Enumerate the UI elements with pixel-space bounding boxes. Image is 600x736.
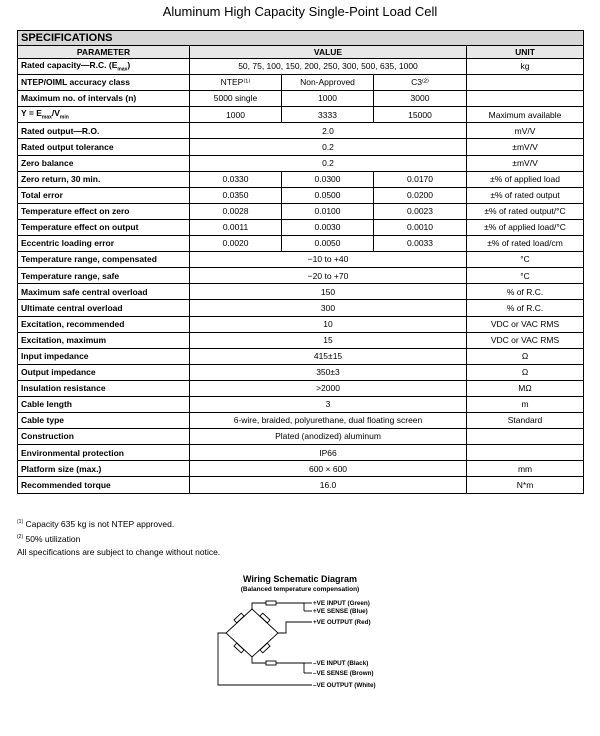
wire-label-negative-sense: –VE SENSE (Brown) [313, 670, 374, 677]
table-row [18, 107, 584, 123]
value-cell: 10 [190, 316, 467, 332]
table-row [18, 396, 584, 412]
footnote-text: Capacity 635 kg is not NTEP approved. [25, 518, 175, 529]
value-cell: 0.0028 [190, 203, 282, 219]
table-row [18, 203, 584, 219]
parameter-cell: Temperature range, compensated [18, 252, 190, 268]
unit-cell: ±mV/V [467, 155, 584, 171]
unit-cell: % of R.C. [467, 300, 584, 316]
unit-cell: m [467, 396, 584, 412]
table-row [18, 252, 584, 268]
unit-cell: % of R.C. [467, 284, 584, 300]
table-row [18, 123, 584, 139]
footnote-2 [17, 531, 220, 546]
parameter-cell: Environmental protection [18, 445, 190, 461]
value-cell: 0.0500 [282, 187, 374, 203]
footnote-text: 50% utilization [25, 533, 81, 544]
resistor-icon [266, 661, 276, 665]
parameter-cell: Insulation resistance [18, 380, 190, 396]
parameter-cell: Temperature effect on zero [18, 203, 190, 219]
unit-cell: Ω [467, 364, 584, 380]
unit-cell: ±% of rated output/°C [467, 203, 584, 219]
value-cell: 0.0030 [282, 219, 374, 235]
value-cell: 5000 single [190, 91, 282, 107]
table-row [18, 187, 584, 203]
wire-label-negative-output: –VE OUTPUT (White) [313, 682, 376, 689]
section-title: SPECIFICATIONS [18, 31, 584, 46]
wiring-schematic-diagram [214, 573, 414, 703]
unit-cell: ±% of rated load/cm [467, 236, 584, 252]
parameter-cell: Rated output—R.O. [18, 123, 190, 139]
value-cell: 0.0350 [190, 187, 282, 203]
parameter-cell: Rated capacity—R.C. $(E_{max})$ [18, 59, 190, 75]
table-row [18, 91, 584, 107]
table-row [18, 461, 584, 477]
value-cell: 415±15 [190, 348, 467, 364]
value-cell: 0.0330 [190, 171, 282, 187]
parameter-cell: Rated output tolerance [18, 139, 190, 155]
value-cell: Plated (anodized) aluminum [190, 429, 467, 445]
value-cell: −20 to +70 [190, 268, 467, 284]
value-cell: 0.0300 [282, 171, 374, 187]
value-cell: 3 [190, 396, 467, 412]
value-cell: 150 [190, 284, 467, 300]
unit-cell: VDC or VAC RMS [467, 316, 584, 332]
value-cell: −10 to +40 [190, 252, 467, 268]
parameter-cell: Cable length [18, 396, 190, 412]
value-cell: 2.0 [190, 123, 467, 139]
unit-cell: °C [467, 252, 584, 268]
parameter-cell: Excitation, maximum [18, 332, 190, 348]
table-row [18, 477, 584, 493]
table-row [18, 332, 584, 348]
unit-cell [467, 429, 584, 445]
table-row [18, 59, 584, 75]
value-cell: 0.0023 [374, 203, 467, 219]
unit-cell: MΩ [467, 380, 584, 396]
value-cell: 0.2 [190, 139, 467, 155]
bridge-circuit [218, 601, 312, 685]
value-cell: 16.0 [190, 477, 467, 493]
parameter-cell: Maximum safe central overload [18, 284, 190, 300]
table-row [18, 380, 584, 396]
value-cell: 0.0200 [374, 187, 467, 203]
schematic-subtitle: (Balanced temperature compensation) [240, 586, 360, 593]
table-row [18, 139, 584, 155]
page-title: Aluminum High Capacity Single-Point Load Cell [162, 4, 438, 19]
parameter-cell: Recommended torque [18, 477, 190, 493]
parameter-cell: Zero balance [18, 155, 190, 171]
parameter-cell: Eccentric loading error [18, 236, 190, 252]
value-cell: Non-Approved [282, 75, 374, 91]
unit-cell: ±% of applied load [467, 171, 584, 187]
footnote-marker: (2) [17, 533, 24, 540]
value-cell: 1000 [190, 107, 282, 123]
value-cell: 600 × 600 [190, 461, 467, 477]
disclaimer: All specifications are subject to change without notice. [17, 546, 221, 557]
parameter-cell: NTEP/OIML accuracy class [18, 75, 190, 91]
header-parameter: PARAMETER [18, 46, 190, 59]
value-cell: NTEP⁽¹⁾ [190, 75, 282, 91]
unit-cell: N*m [467, 477, 584, 493]
value-cell: 15000 [374, 107, 467, 123]
value-cell: 6-wire, braided, polyurethane, dual floating screen [190, 413, 467, 429]
unit-cell: Standard [467, 413, 584, 429]
parameter-cell: Cable type [18, 413, 190, 429]
value-cell: 0.2 [190, 155, 467, 171]
parameter-cell: Platform size (max.) [18, 461, 190, 477]
wire-label-negative-input: –VE INPUT (Black) [313, 660, 369, 667]
unit-cell [467, 75, 584, 91]
wire-label-positive-output: +VE OUTPUT (Red) [313, 619, 371, 626]
wire-label-positive-input: +VE INPUT (Green) [313, 600, 370, 607]
parameter-cell: Maximum no. of intervals (n) [18, 91, 190, 107]
table-header-row [18, 46, 584, 59]
parameter-cell: Input impedance [18, 348, 190, 364]
unit-cell [467, 91, 584, 107]
value-cell: 1000 [282, 91, 374, 107]
value-cell: 0.0100 [282, 203, 374, 219]
table-row [18, 348, 584, 364]
unit-cell: Ω [467, 348, 584, 364]
parameter-cell: Zero return, 30 min. [18, 171, 190, 187]
value-cell: 15 [190, 332, 467, 348]
parameter-cell: Ultimate central overload [18, 300, 190, 316]
unit-cell: ±% of applied load/°C [467, 219, 584, 235]
unit-cell: ±% of rated output [467, 187, 584, 203]
value-cell: 0.0033 [374, 236, 467, 252]
parameter-cell: $Y = E_{max}/V_{min}$ [18, 107, 190, 123]
table-row [18, 445, 584, 461]
value-cell: 3000 [374, 91, 467, 107]
table-row [18, 268, 584, 284]
specifications-table [17, 30, 584, 494]
unit-cell: ±mV/V [467, 139, 584, 155]
value-cell: 0.0011 [190, 219, 282, 235]
unit-cell [467, 445, 584, 461]
value-cell: 0.0050 [282, 236, 374, 252]
table-row [18, 316, 584, 332]
value-cell: >2000 [190, 380, 467, 396]
table-row [18, 236, 584, 252]
table-row [18, 171, 584, 187]
value-cell: 50, 75, 100, 150, 200, 250, 300, 500, 635, 1000 [190, 59, 467, 75]
parameter-cell: Excitation, recommended [18, 316, 190, 332]
value-cell: 350±3 [190, 364, 467, 380]
footnote-1 [17, 516, 220, 531]
table-row [18, 429, 584, 445]
unit-cell: VDC or VAC RMS [467, 332, 584, 348]
footnote-marker: (1) [17, 519, 24, 525]
value-cell: 0.0010 [374, 219, 467, 235]
parameter-cell: Temperature range, safe [18, 268, 190, 284]
value-cell: 0.0020 [190, 236, 282, 252]
table-row [18, 300, 584, 316]
value-cell: IP66 [190, 445, 467, 461]
footnotes [17, 516, 220, 559]
parameter-cell: Total error [18, 187, 190, 203]
schematic-title: Wiring Schematic Diagram [243, 574, 357, 584]
parameter-cell: Output impedance [18, 364, 190, 380]
unit-cell: mm [467, 461, 584, 477]
header-unit: UNIT [467, 46, 584, 59]
unit-cell: mV/V [467, 123, 584, 139]
table-row [18, 219, 584, 235]
bridge-diamond [226, 609, 278, 657]
table-row [18, 364, 584, 380]
value-cell: 300 [190, 300, 467, 316]
header-value: VALUE [190, 46, 467, 59]
unit-cell: kg [467, 59, 584, 75]
table-row [18, 75, 584, 91]
table-title-row [18, 31, 584, 46]
unit-cell: Maximum available [467, 107, 584, 123]
value-cell: C3⁽²⁾ [374, 75, 467, 91]
value-cell: 3333 [282, 107, 374, 123]
parameter-cell: Construction [18, 429, 190, 445]
table-row [18, 284, 584, 300]
unit-cell: °C [467, 268, 584, 284]
wire-label-positive-sense: +VE SENSE (Blue) [313, 608, 368, 615]
table-row [18, 413, 584, 429]
value-cell: 0.0170 [374, 171, 467, 187]
parameter-cell: Temperature effect on output [18, 219, 190, 235]
resistor-icon [266, 601, 276, 605]
table-row [18, 155, 584, 171]
